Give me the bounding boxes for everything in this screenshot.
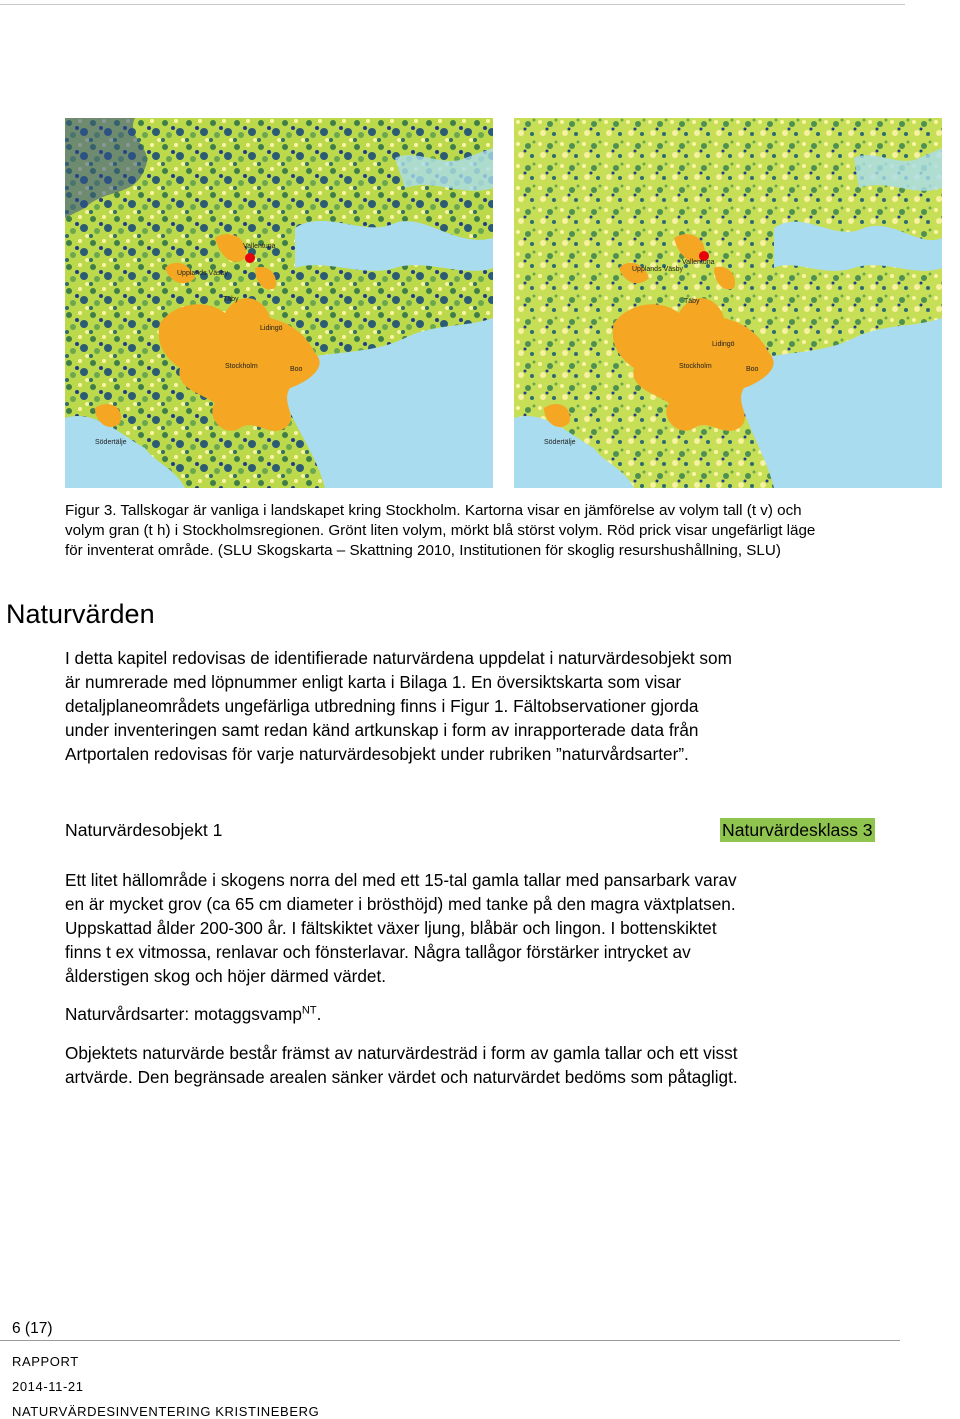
footer-rule <box>0 1340 900 1341</box>
page-number: 6 (17) <box>12 1320 53 1337</box>
paragraph-line: Artportalen redovisas för varje naturvärdesobjekt under rubriken ”naturvårdsarter”. <box>65 744 689 764</box>
svg-text:Stockholm: Stockholm <box>679 363 712 370</box>
paragraph-line: Objektets naturvärde består främst av naturvärdesträd i form av gamla tallar och ett visst <box>65 1043 738 1063</box>
caption-line: för inventerat område. (SLU Skogskarta – Skattning 2010, Institutionen för skoglig resurshushållning, SLU) <box>65 542 781 559</box>
paragraph-line: I detta kapitel redovisas de identifierade naturvärdena uppdelat i naturvärdesobjekt som <box>65 648 732 668</box>
footer-project: NATURVÄRDESINVENTERING KRISTINEBERG <box>12 1404 320 1419</box>
paragraph-line: detaljplaneområdets ungefärliga utbredning finns i Figur 1. Fältobservationer gjorda <box>65 696 699 716</box>
species-end: . <box>316 1004 322 1024</box>
svg-text:Lidingö: Lidingö <box>260 325 283 332</box>
svg-text:Stockholm: Stockholm <box>225 363 258 370</box>
paragraph-line: Uppskattad ålder 200-300 år. I fältskiktet växer ljung, blåbär och lingon. I bottenskiktet <box>65 918 717 938</box>
species-label: Naturvårdsarter: motaggsvamp <box>65 1004 302 1024</box>
paragraph-line: är numrerade med löpnummer enligt karta i Bilaga 1. En översiktskarta som visar <box>65 672 682 692</box>
paragraph-line: under inventeringen samt redan känd artkunskap i form av inrapporterade data från <box>65 720 699 740</box>
redlist-status: NT <box>301 1004 317 1017</box>
conservation-species <box>65 1002 905 1026</box>
object-title: Naturvärdesobjekt 1 <box>65 820 223 840</box>
object-class-badge: Naturvärdesklass 3 <box>722 820 873 840</box>
svg-text:Lidingö: Lidingö <box>712 341 735 348</box>
paragraph-line: ålderstigen skog och höjer därmed värdet. <box>65 966 387 986</box>
svg-text:Boo: Boo <box>746 366 759 373</box>
svg-text:Vallentuna: Vallentuna <box>243 243 276 250</box>
paragraph-line: Ett litet hällområde i skogens norra del med ett 15-tal gamla tallar med pansarbark varav <box>65 870 737 890</box>
figure-caption <box>65 501 925 561</box>
svg-text:Södertälje: Södertälje <box>95 439 127 446</box>
footer-date: 2014-11-21 <box>12 1379 84 1394</box>
object-summary <box>65 1041 905 1089</box>
map-pine-volume <box>65 118 493 488</box>
object-description <box>65 868 905 988</box>
svg-text:Täby: Täby <box>684 298 700 305</box>
paragraph-line: en är mycket grov (ca 65 cm diameter i brösthöjd) med tanke på den magra växtplatsen. <box>65 894 736 914</box>
svg-text:Upplands Väsby: Upplands Väsby <box>177 270 228 277</box>
intro-paragraph <box>65 646 905 766</box>
svg-text:Vallentuna: Vallentuna <box>682 259 715 266</box>
top-rule <box>0 4 905 5</box>
section-heading: Naturvärden <box>6 599 155 629</box>
svg-text:Södertälje: Södertälje <box>544 439 576 446</box>
footer-report-type: RAPPORT <box>12 1354 79 1369</box>
svg-text:Boo: Boo <box>290 366 303 373</box>
caption-line: volym gran (t h) i Stockholmsregionen. Grönt liten volym, mörkt blå störst volym. Röd prick visar ungefärligt läge <box>65 522 816 539</box>
paragraph-line: artvärde. Den begränsade arealen sänker värdet och naturvärdet bedöms som påtagligt. <box>65 1067 738 1087</box>
svg-text:Upplands Väsby: Upplands Väsby <box>632 266 683 273</box>
map-spruce-volume <box>514 118 942 488</box>
caption-line: Figur 3. Tallskogar är vanliga i landskapet kring Stockholm. Kartorna visar en jämförelse av volym tall (t v) och <box>65 502 802 519</box>
map-pine-volume-graphic <box>65 118 493 488</box>
paragraph-line: finns t ex vitmossa, renlavar och fönsterlavar. Några tallågor förstärker intrycket av <box>65 942 691 962</box>
svg-text:Täby: Täby <box>223 296 239 303</box>
map-spruce-volume-graphic <box>514 118 942 488</box>
